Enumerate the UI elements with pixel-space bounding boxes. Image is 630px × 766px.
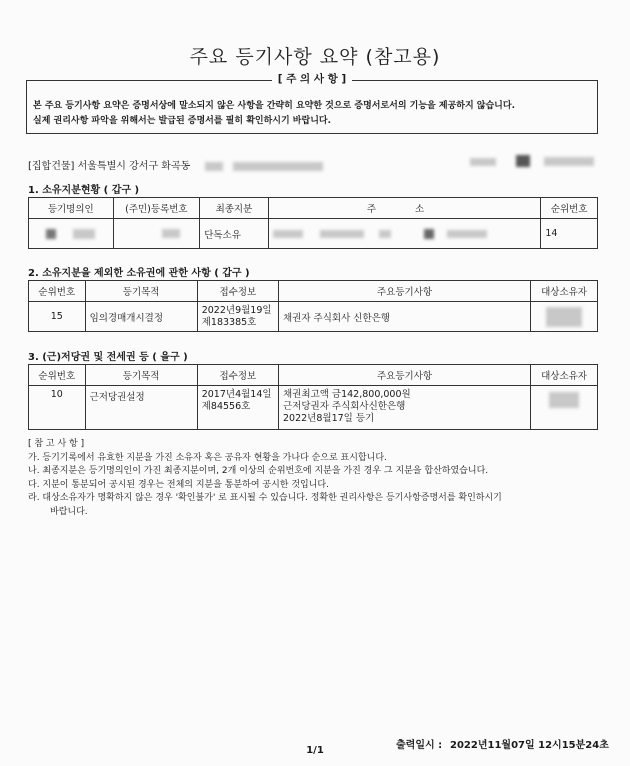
detail-line: 2022년8월17일 등기 [283,413,375,424]
registration-number-cell [113,219,200,249]
reference-item: 바랍니다. [50,506,88,517]
redacted-block [320,230,364,238]
property-meta [28,157,323,172]
document-title: 주요 등기사항 요약 (참고용) [189,46,441,68]
reference-notes [28,438,618,519]
table-header-row [29,281,598,302]
receipt-date: 2017년4월14일 [201,389,272,400]
table-row [29,302,598,332]
redacted-block [447,230,487,238]
detail-line: 근저당권자 주식회사신한은행 [283,401,406,412]
target-owner-cell [531,302,598,332]
section-2-heading: 2. 소유지분을 제외한 소유권에 관한 사항 ( 갑구 ) [28,268,250,279]
receipt-cell [197,386,278,430]
rank-cell: 14 [541,219,598,249]
header-cell: 등기목적 [85,365,197,386]
owner-address-cell [268,219,541,249]
print-label: 출력일시 : [396,740,443,751]
reference-heading: [ 참 고 사 항 ] [28,439,85,449]
purpose-cell: 임의경매개시결정 [85,302,197,332]
header-cell: 순위번호 [29,281,86,302]
redacted-block [516,155,530,167]
redacted-block [546,307,582,327]
header-cell: 대상소유자 [531,281,598,302]
redacted-block [379,230,391,238]
detail-cell: 채권자 주식회사 신한은행 [279,302,531,332]
receipt-date: 2022년9월19일 [201,304,272,316]
redacted-block [273,230,303,238]
header-cell: 등기명의인 [29,198,114,219]
notice-line-1: 본 주요 등기사항 요약은 증명서상에 말소되지 않은 사항을 간략히 요약한 것으로 증명서로서의 기능을 제공하지 않습니다. [33,101,515,111]
target-owner-cell [531,386,598,430]
reference-item: 라. 대상소유자가 명확하지 않은 경우 '확인불가' 로 표시될 수 있습니다. 정확한 권리사항은 등기사항증명서를 확인하시기 [28,493,502,503]
reference-item: 다. 지분이 통분되어 공시된 경우는 전체의 지분을 통분하여 공시한 것입니다. [28,479,329,490]
reference-item: 가. 등기기록에서 유효한 지분을 가진 소유자 혹은 공유자 현황을 가나다 순으로 표시합니다. [28,452,387,463]
mortgage-table [28,364,598,430]
reference-item: 나. 최종지분은 등기명의인이 가진 최종지분이며, 2개 이상의 순위번호에 지분을 가진 경우 그 지분을 합산하였습니다. [28,466,489,476]
redacted-block [233,162,323,171]
redacted-block [162,229,180,238]
ownership-rights-table [28,280,598,332]
header-cell: 주요등기사항 [279,281,531,302]
property-type: [집합건물] [28,161,75,172]
header-cell: 주요등기사항 [279,365,531,386]
redacted-block [549,392,579,408]
header-cell: 순위번호 [29,365,86,386]
page-number: 1/1 [306,745,324,756]
header-cell: 접수정보 [197,281,278,302]
notice-line-2: 실제 권리사항 파악을 위해서는 발급된 증명서를 필히 확인하시기 바랍니다. [33,116,332,126]
table-header-row [29,365,598,386]
owner-name-cell [29,219,114,249]
redacted-block [544,157,594,166]
rank-cell: 10 [29,386,86,430]
table-row [29,386,598,430]
receipt-number: 제84556호 [201,401,251,412]
receipt-number: 제183385호 [201,316,257,328]
print-time: 2022년11월07일 12시15분24초 [450,740,609,751]
purpose-cell: 근저당권설정 [85,386,197,430]
notice-heading: [ 주 의 사 항 ] [27,71,597,86]
ownership-table [28,197,598,249]
header-cell: 순위번호 [541,198,598,219]
redacted-block [73,229,95,239]
final-share-cell: 단독소유 [200,219,268,249]
redacted-block [205,162,223,171]
detail-cell [279,386,531,430]
header-cell: 최종지분 [200,198,268,219]
header-cell: (주민)등록번호 [113,198,200,219]
section-1-heading: 1. 소유지분현황 ( 갑구 ) [28,185,140,196]
detail-line: 채권최고액 금142,800,000원 [283,389,411,400]
redacted-block [470,158,496,166]
header-cell: 등기목적 [85,281,197,302]
header-cell: 주 소 [268,198,541,219]
header-cell: 접수정보 [197,365,278,386]
rank-cell: 15 [29,302,86,332]
redacted-block [424,229,434,239]
notice-box [26,73,598,134]
table-row [29,219,598,249]
redacted-block [46,229,56,239]
table-header-row [29,198,598,219]
receipt-cell [197,302,278,332]
property-address: 서울특별시 강서구 화곡동 [77,161,191,172]
header-cell: 대상소유자 [531,365,598,386]
section-3-heading: 3. (근)저당권 및 전세권 등 ( 을구 ) [28,352,188,363]
